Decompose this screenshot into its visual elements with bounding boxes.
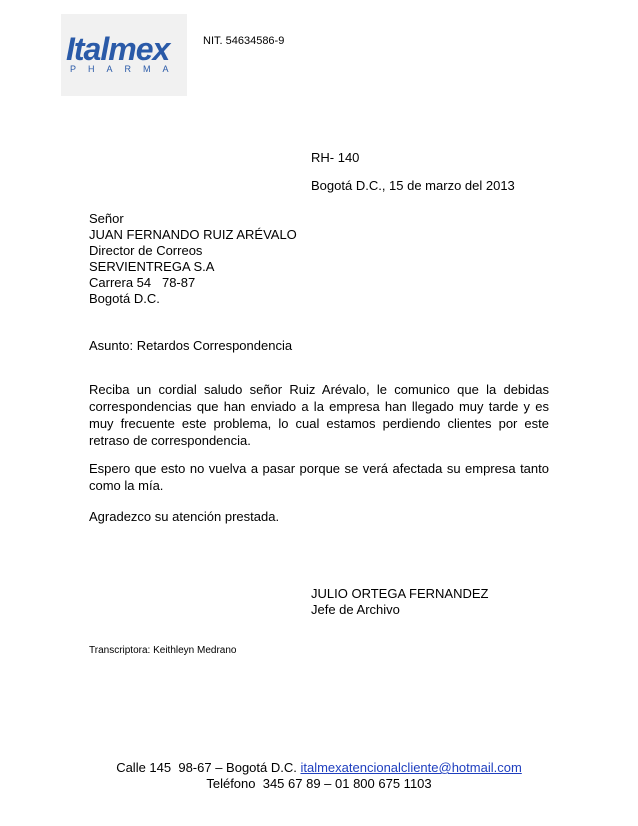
recipient-salutation: Señor [89,211,124,226]
date-line: Bogotá D.C., 15 de marzo del 2013 [311,178,515,193]
reference-code: RH- 140 [311,150,360,165]
logo-subtext: PHARMA [70,64,181,74]
transcriber-note: Transcriptora: Keithleyn Medrano [89,645,237,656]
nit-number: NIT. 54634586-9 [203,35,285,47]
footer-address: Calle 145 98-67 – Bogotá D.C. [116,760,297,775]
body-paragraph-1: Reciba un cordial saludo señor Ruiz Arévalo, le comunico que la debidas correspondencias que han enviado a la empresa han llegado muy tarde y es muy frecuente este problema, lo cual estamos perdiendo clientes por este retraso de correspondencia. [89,382,549,448]
body-paragraph-2: Espero que esto no vuelva a pasar porque se verá afectada su empresa tanto como la mía. [89,461,549,493]
footer-email-link[interactable]: italmexatencionalcliente@hotmail.com [300,760,522,775]
logo-text: Italmex [66,31,170,67]
subject-line: Asunto: Retardos Correspondencia [89,338,293,353]
recipient-company: SERVIENTREGA S.A [89,259,215,274]
footer-phone: Teléfono 345 67 89 – 01 800 675 1103 [206,776,432,791]
recipient-title: Director de Correos [89,243,203,258]
footer-address-line [0,760,638,776]
recipient-name: JUAN FERNANDO RUIZ ARÉVALO [89,227,297,242]
signature-title: Jefe de Archivo [311,602,400,617]
body-paragraph-3: Agradezco su atención prestada. [89,509,280,524]
recipient-address: Carrera 54 78-87 [89,275,196,290]
signature-name: JULIO ORTEGA FERNANDEZ [311,586,489,601]
recipient-city: Bogotá D.C. [89,291,160,306]
